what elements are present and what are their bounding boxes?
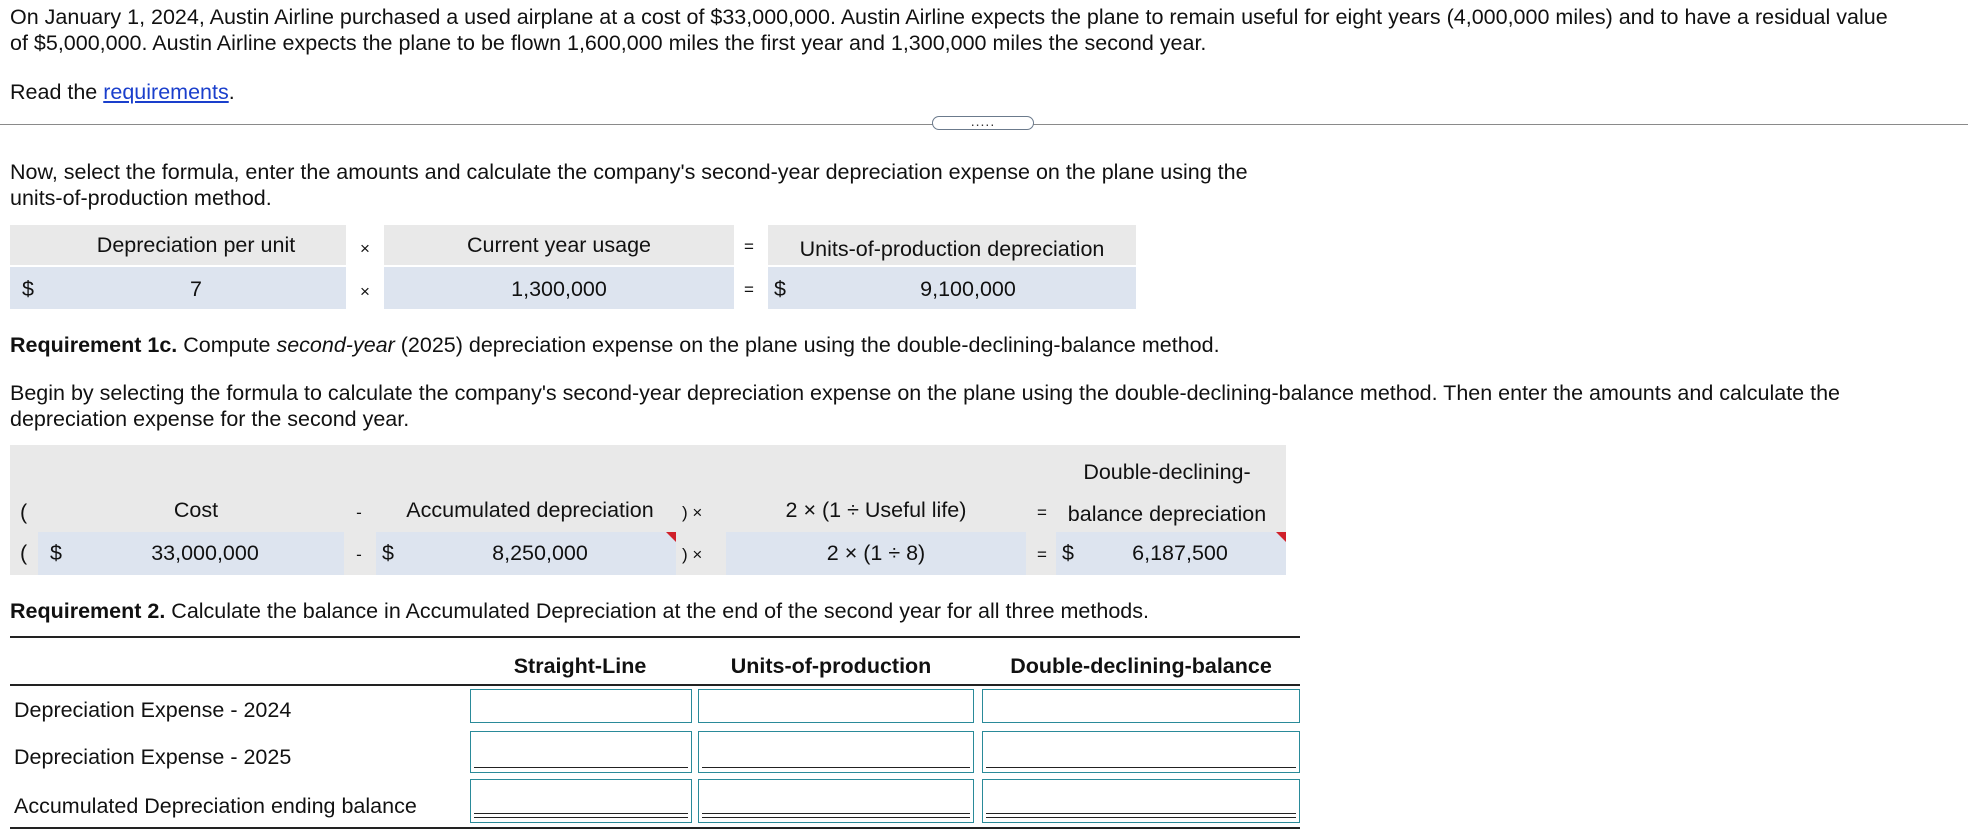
uop-header-equals: = xyxy=(744,237,754,256)
ddb-accum-value[interactable]: 8,250,000 xyxy=(492,541,588,565)
ddb-result-dollar: $ xyxy=(1062,541,1074,565)
ddb-accum-dollar: $ xyxy=(382,541,394,565)
uop-rate-dollar: $ xyxy=(22,277,34,301)
ddb-value-equals: = xyxy=(1037,545,1047,564)
req1c-instruction-line-2: depreciation expense for the second year. xyxy=(10,407,410,431)
uop-header-usage: Current year usage xyxy=(466,233,652,257)
ddb-result-value[interactable]: 6,187,500 xyxy=(1132,541,1228,565)
req2-col-units-of-production: Units-of-production xyxy=(730,654,932,678)
ddb-result-flag-icon xyxy=(1276,532,1286,542)
expand-toggle-button[interactable]: ..... xyxy=(932,116,1034,130)
uop-rate-value[interactable]: 7 xyxy=(190,277,202,301)
ddb-header-close-times: ) × xyxy=(682,503,703,522)
req2-text: Calculate the balance in Accumulated Depreciation at the end of the second year for all three methods. xyxy=(165,599,1149,623)
req2-row-label: Depreciation Expense - 2024 xyxy=(14,698,292,722)
ddb-header-cost: Cost xyxy=(173,498,219,522)
req1c-instruction-line-1: Begin by selecting the formula to calculate the company's second-year depreciation expense on the plane using the double-declining-balance method. Then enter the amounts and calculate the xyxy=(10,381,1840,405)
req2-col-ddb: Double-declining-balance xyxy=(1010,654,1272,678)
uop-value-equals: = xyxy=(744,280,754,299)
ddb-header-rate: 2 × (1 ÷ Useful life) xyxy=(785,498,967,522)
uop-header-result: Units-of-production depreciation xyxy=(799,237,1105,261)
ddb-value-close-times: ) × xyxy=(682,545,703,564)
req2-top-rule xyxy=(10,636,1300,638)
double-rule-bottom xyxy=(986,817,1296,818)
uop-result-dollar: $ xyxy=(774,277,786,301)
ddb-header-result-line-2: balance depreciation xyxy=(1067,502,1267,526)
req2-bottom-rule xyxy=(10,827,1300,829)
sum-rule xyxy=(702,767,970,768)
double-rule-bottom xyxy=(702,817,970,818)
req2-table xyxy=(10,636,1300,836)
ddb-formula-table xyxy=(10,445,1286,575)
uop-formula-table xyxy=(10,225,1136,309)
double-rule-top xyxy=(986,813,1296,814)
ddb-accum-flag-icon xyxy=(666,532,676,542)
uop-instruction-line-1: Now, select the formula, enter the amounts and calculate the company's second-year depreciation expense on the plane using the xyxy=(10,160,1248,184)
ddb-value-minus: - xyxy=(356,545,362,564)
uop-value-times: × xyxy=(360,282,370,301)
req2-row-label: Accumulated Depreciation ending balance xyxy=(14,794,417,818)
req1c-label: Requirement 1c. xyxy=(10,333,178,357)
req1c-heading xyxy=(10,332,1220,358)
req2-input-2024-ddb[interactable] xyxy=(982,689,1300,723)
double-rule-top xyxy=(702,813,970,814)
double-rule-top xyxy=(474,813,688,814)
req1c-text-suffix: (2025) depreciation expense on the plane using the double-declining-balance method. xyxy=(394,333,1220,357)
sum-rule xyxy=(474,767,688,768)
req2-label: Requirement 2. xyxy=(10,599,166,623)
ddb-cost-dollar: $ xyxy=(50,541,62,565)
uop-usage-value[interactable]: 1,300,000 xyxy=(511,277,607,301)
uop-result-value[interactable]: 9,100,000 xyxy=(920,277,1016,301)
ddb-cost-value[interactable]: 33,000,000 xyxy=(151,541,259,565)
req2-col-straight-line: Straight-Line xyxy=(513,654,647,678)
req2-heading xyxy=(10,598,1149,624)
read-suffix: . xyxy=(228,80,235,104)
req2-header-rule xyxy=(10,684,1300,686)
ddb-header-accum: Accumulated depreciation xyxy=(406,498,654,522)
intro-line-2: of $5,000,000. Austin Airline expects the plane to be flown 1,600,000 miles the first year and 1,300,000 miles the second year. xyxy=(10,31,1207,55)
req2-input-2024-straight-line[interactable] xyxy=(470,689,692,723)
read-prefix: Read the xyxy=(10,80,104,104)
ddb-header-equals: = xyxy=(1037,503,1047,522)
uop-header-times: × xyxy=(360,239,370,258)
read-requirements-line xyxy=(10,79,235,105)
uop-instruction-line-2: units-of-production method. xyxy=(10,186,272,210)
ddb-header-open-paren: ( xyxy=(20,500,28,524)
intro-line-1: On January 1, 2024, Austin Airline purchased a used airplane at a cost of $33,000,000. Austin Airline expects the plane to remain useful for eight years (4,000,000 miles) and to have a residual value xyxy=(10,5,1888,29)
ddb-header-result-line-1: Double-declining- xyxy=(1083,460,1251,484)
uop-header-rate: Depreciation per unit xyxy=(96,233,296,257)
sum-rule xyxy=(986,767,1296,768)
req1c-text-prefix: Compute xyxy=(177,333,277,357)
req1c-text-italic: second-year xyxy=(276,333,395,357)
double-rule-bottom xyxy=(474,817,688,818)
ddb-value-open-paren: ( xyxy=(20,541,28,565)
requirements-link[interactable]: requirements xyxy=(103,80,229,104)
ddb-header-minus: - xyxy=(356,503,362,522)
req2-input-2024-uop[interactable] xyxy=(698,689,974,723)
ddb-rate-value[interactable]: 2 × (1 ÷ 8) xyxy=(826,541,926,565)
req2-row-label: Depreciation Expense - 2025 xyxy=(14,745,292,769)
